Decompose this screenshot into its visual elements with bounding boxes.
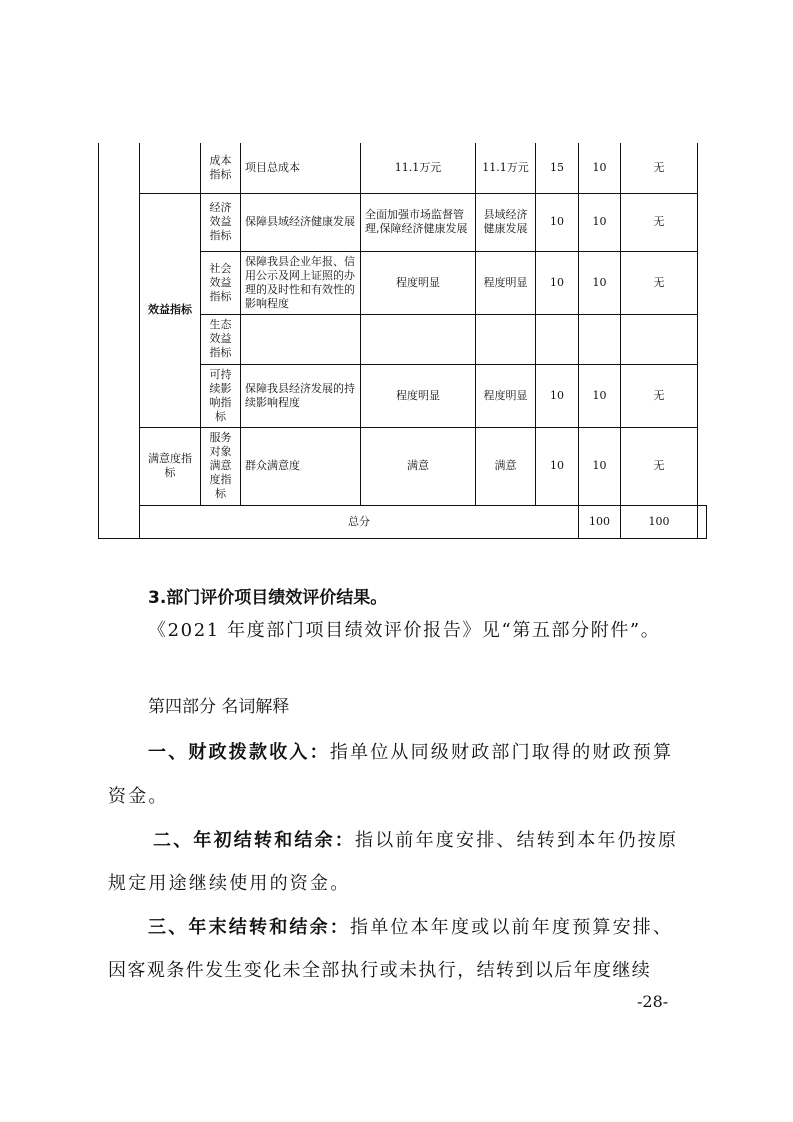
reason-cell: [621, 314, 698, 364]
target-cell: [361, 314, 476, 364]
part4-heading: 第四部分 名词解释: [148, 697, 290, 717]
weight-cell: 10: [536, 193, 579, 251]
table-row: [99, 193, 707, 251]
weight-cell: 10: [536, 364, 579, 427]
term-1-label: 一、财政拨款收入：: [148, 742, 330, 763]
indicator-cell: 保障我县企业年报、信用公示及网上证照的办理的及时性和有效性的影响程度: [241, 251, 361, 314]
section3-heading: 3.部门评价项目绩效评价结果。: [148, 588, 388, 608]
table-row: [99, 143, 707, 193]
weight-cell: 10: [536, 251, 579, 314]
weight-cell: 15: [536, 143, 579, 193]
term-1-text: 指单位从同级财政部门取得的财政预算: [329, 742, 674, 763]
score-cell: 10: [579, 193, 621, 251]
total-row: [99, 505, 707, 538]
score-cell: 10: [579, 143, 621, 193]
level2-cell: 满意度指标: [140, 427, 201, 505]
target-cell: 程度明显: [361, 364, 476, 427]
indicator-cell: 保障我县经济发展的持续影响程度: [241, 364, 361, 427]
term-1-cont: 资金。: [108, 786, 169, 807]
score-cell: 10: [579, 251, 621, 314]
indicator-cell: 群众满意度: [241, 427, 361, 505]
term-2: [153, 826, 743, 852]
indicator-cell: 保障县域经济健康发展: [241, 193, 361, 251]
actual-cell: 11.1万元: [476, 143, 536, 193]
term-2-label: 二、年初结转和结余：: [153, 830, 355, 851]
level3-cell: 可持 续影 响指 标: [201, 364, 241, 427]
actual-cell: 程度明显: [476, 251, 536, 314]
score-cell: [579, 314, 621, 364]
reason-cell: 无: [621, 143, 698, 193]
actual-cell: 满意: [476, 427, 536, 505]
target-cell: 满意: [361, 427, 476, 505]
actual-cell: 县域经济健康发展: [476, 193, 536, 251]
level2-cell: [140, 143, 201, 193]
level3-cell: 经济 效益 指标: [201, 193, 241, 251]
weight-cell: 10: [536, 427, 579, 505]
term-3-text: 指单位本年度或以前年度预算安排、: [350, 917, 674, 938]
target-cell: 程度明显: [361, 251, 476, 314]
level3-cell: 社会 效益 指标: [201, 251, 241, 314]
reason-cell: 无: [621, 364, 698, 427]
weight-cell: [536, 314, 579, 364]
term-2-text: 指以前年度安排、结转到本年仍按原: [355, 830, 679, 851]
level2-cell: 效益指标: [140, 193, 201, 427]
page-number: -28-: [637, 992, 669, 1011]
score-cell: 10: [579, 427, 621, 505]
target-cell: 全面加强市场监督管理,保障经济健康发展: [361, 193, 476, 251]
term-3: [148, 913, 738, 939]
term-1: [148, 738, 738, 764]
score-cell: 10: [579, 364, 621, 427]
total-reason: [698, 505, 707, 538]
indicator-cell: 项目总成本: [241, 143, 361, 193]
table-row: [99, 427, 707, 505]
level3-cell: 成本 指标: [201, 143, 241, 193]
total-score: 100: [621, 505, 698, 538]
target-cell: 11.1万元: [361, 143, 476, 193]
term-3-label: 三、年末结转和结余：: [148, 917, 350, 938]
actual-cell: 程度明显: [476, 364, 536, 427]
level3-cell: 服务 对象 满意 度指 标: [201, 427, 241, 505]
indicator-cell: [241, 314, 361, 364]
level3-cell: 生态 效益 指标: [201, 314, 241, 364]
reason-cell: 无: [621, 193, 698, 251]
term-2-cont: 规定用途继续使用的资金。: [108, 873, 351, 894]
total-weight: 100: [579, 505, 621, 538]
actual-cell: [476, 314, 536, 364]
reason-cell: 无: [621, 251, 698, 314]
total-label: 总分: [140, 505, 579, 538]
section3-body: 《2021 年度部门项目绩效评价报告》见“第五部分附件”。: [148, 620, 661, 641]
term-3-cont: 因客观条件发生变化未全部执行或未执行，结转到以后年度继续: [108, 960, 652, 981]
reason-cell: 无: [621, 427, 698, 505]
performance-table: [98, 143, 707, 539]
level1-cell: [99, 143, 140, 538]
